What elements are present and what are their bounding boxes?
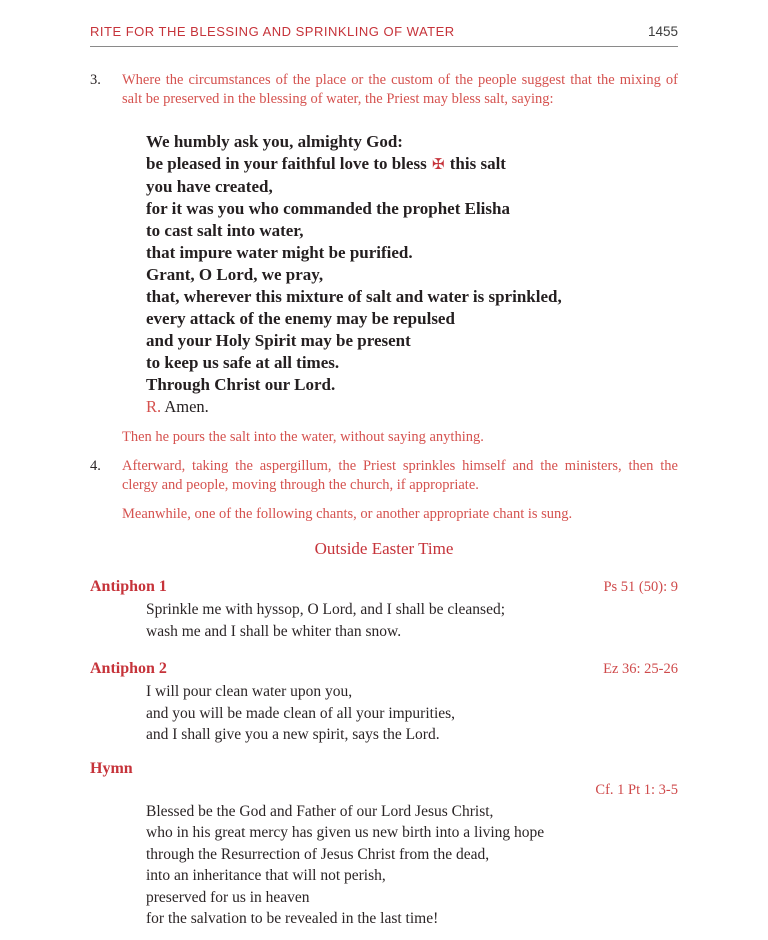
blessing-cross-icon: ✠	[431, 157, 445, 173]
response-symbol: R.	[146, 397, 162, 416]
page-title: RITE FOR THE BLESSING AND SPRINKLING OF WATER	[90, 24, 455, 39]
prayer-line: that, wherever this mixture of salt and water is sprinkled,	[146, 287, 562, 306]
response-text: Amen.	[164, 397, 209, 416]
verse-line: I will pour clean water upon you,	[146, 683, 353, 700]
paragraph-number: 4.	[90, 458, 101, 474]
rubric-text	[122, 457, 678, 495]
hymn-heading-row	[90, 758, 678, 779]
prayer-line: and your Holy Spirit may be present	[146, 331, 411, 350]
prayer-line: you have created,	[146, 177, 273, 196]
rubric-paragraph-3	[90, 71, 678, 109]
prayer-line: every attack of the enemy may be repulsed	[146, 309, 455, 328]
rubric-line: Afterward, taking the aspergillum, the Priest sprinkles himself and the ministers, then the	[122, 458, 678, 474]
prayer-line: be pleased in your faithful love to bless ✠ this salt	[146, 154, 506, 173]
verse-line: and you will be made clean of all your impurities,	[146, 704, 456, 722]
verse-line: Sprinkle me with hyssop, O Lord, and I shall be cleansed;	[146, 601, 506, 618]
antiphon-2-label: Antiphon 2	[90, 660, 167, 677]
prayer-line: to keep us safe at all times.	[146, 353, 340, 372]
rubric-line: Where the circumstances of the place or the custom of the people suggest that the mixing of	[122, 72, 678, 88]
prayer-line: Through Christ our Lord.	[146, 375, 336, 394]
rubric-paragraph-4	[90, 457, 678, 495]
verse-line: who in his great mercy has given us new birth into a living hope	[146, 824, 545, 841]
rubric-line: clergy and people, moving through the church, if appropriate.	[122, 477, 479, 493]
prayer-line: We humbly ask you, almighty God:	[146, 132, 403, 151]
antiphon-1-label: Antiphon 1	[90, 578, 167, 595]
running-header	[90, 24, 678, 47]
response-line	[146, 396, 678, 418]
antiphon-2-reference: Ez 36: 25-26	[603, 661, 678, 677]
verse-line: for the salvation to be revealed in the last time!	[146, 910, 439, 927]
page-number: 1455	[647, 24, 678, 39]
verse-line: into an inheritance that will not perish,	[146, 867, 386, 884]
antiphon-1-reference: Ps 51 (50): 9	[603, 579, 678, 595]
verse-line: through the Resurrection of Jesus Christ from the dead,	[146, 845, 490, 863]
rubric-pour-salt: Then he pours the salt into the water, without saying anything.	[122, 429, 484, 445]
hymn-label: Hymn	[90, 759, 133, 777]
hymn-reference: Cf. 1 Pt 1: 3-5	[595, 781, 678, 798]
prayer-line: that impure water might be purified.	[146, 243, 413, 262]
verse-line: Blessed be the God and Father of our Lord Jesus Christ,	[146, 802, 494, 820]
antiphon-1-heading-row	[90, 576, 678, 598]
prayer-line: for it was you who commanded the prophet Elisha	[146, 199, 510, 218]
rubric-line: salt be preserved in the blessing of water, the Priest may bless salt, saying:	[122, 91, 554, 107]
verse-line: preserved for us in heaven	[146, 888, 310, 906]
prayer-line: to cast salt into water,	[146, 221, 304, 240]
antiphon-2-heading-row	[90, 658, 678, 680]
paragraph-number: 3.	[90, 72, 101, 88]
rubric-meanwhile: Meanwhile, one of the following chants, or another appropriate chant is sung.	[122, 506, 573, 522]
prayer-line: Grant, O Lord, we pray,	[146, 265, 324, 284]
hymn-text	[146, 801, 678, 930]
season-heading: Outside Easter Time	[314, 539, 454, 558]
antiphon-1-text	[146, 599, 678, 642]
verse-line: and I shall give you a new spirit, says the Lord.	[146, 726, 440, 743]
verse-line: wash me and I shall be whiter than snow.	[146, 622, 402, 640]
blessing-of-salt-prayer	[146, 131, 678, 418]
antiphon-2-text	[146, 681, 678, 746]
rubric-text	[122, 71, 678, 109]
